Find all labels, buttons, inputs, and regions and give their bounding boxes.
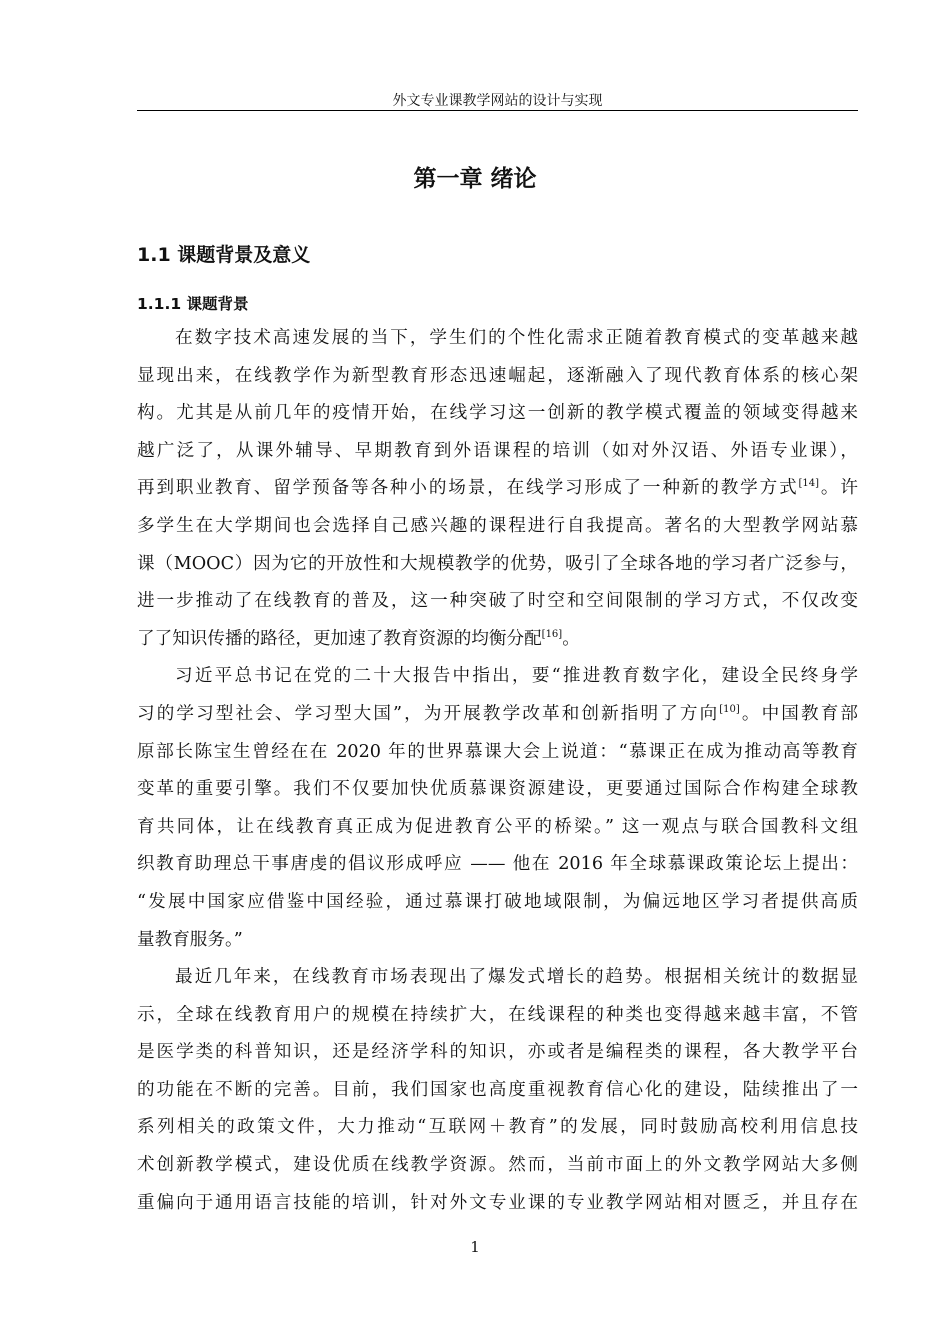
- citation-ref: [10]: [719, 703, 740, 715]
- text-line: [137, 358, 858, 396]
- text-run: “发展中国家应借鉴中国经验，通过慕课打破地域限制，为偏远地区学习者提供高质: [137, 891, 858, 912]
- text-line: [137, 884, 858, 922]
- citation-ref: [14]: [798, 478, 820, 490]
- text-line: [137, 546, 858, 584]
- subsection-heading: 1.1.1 课题背景: [137, 295, 249, 313]
- paragraph: [137, 320, 858, 658]
- text-run: 课（MOOC）因为它的开放性和大规模教学的优势，吸引了全球各地的学习者广泛参与，: [137, 553, 858, 574]
- text-line: [137, 433, 858, 471]
- text-line: [137, 1147, 858, 1185]
- text-run: 再到职业教育、留学预备等各种小的场景，在线学习形成了一种新的教学方式: [137, 478, 799, 499]
- text-run: 示，全球在线教育用户的规模在持续扩大，在线课程的种类也变得越来越丰富，不管: [137, 1004, 858, 1025]
- text-run: 量教育服务。”: [137, 929, 243, 950]
- text-line: [137, 959, 858, 997]
- text-run: 是医学类的科普知识，还是经济学科的知识，亦或者是编程类的课程，各大教学平台: [137, 1042, 858, 1063]
- text-line: [137, 1109, 858, 1147]
- text-run: 系列相关的政策文件，大力推动“互联网＋教育”的发展，同时鼓励高校利用信息技: [137, 1117, 858, 1138]
- text-line: [137, 997, 858, 1035]
- section-heading: 1.1 课题背景及意义: [137, 244, 311, 266]
- text-run: 构。尤其是从前几年的疫情开始，在线学习这一创新的教学模式覆盖的领域变得越来: [137, 403, 858, 424]
- paragraph: [137, 959, 858, 1222]
- text-line: [137, 583, 858, 621]
- text-line: [137, 1185, 858, 1223]
- text-line: [137, 395, 858, 433]
- text-run: 。许: [819, 478, 858, 499]
- text-run: 显现出来，在线教学作为新型教育形态迅速崛起，逐渐融入了现代教育体系的核心架: [137, 365, 858, 386]
- text-run: 重偏向于通用语言技能的培训，针对外文专业课的专业教学网站相对匮乏，并且存在: [137, 1192, 858, 1213]
- text-run: 进一步推动了在线教育的普及，这一种突破了时空和空间限制的学习方式，不仅改变: [137, 591, 858, 612]
- text-run: 术创新教学模式，建设优质在线教学资源。然而，当前市面上的外文教学网站大多侧: [137, 1155, 858, 1176]
- text-run: 原部长陈宝生曾经在在 2020 年的世界慕课大会上说道：“慕课正在成为推动高等教育: [137, 741, 858, 762]
- text-run: 在数字技术高速发展的当下，学生们的个性化需求正随着教育模式的变革越来越: [175, 328, 858, 348]
- page-number: 1: [470, 1238, 480, 1256]
- text-line: [137, 1072, 858, 1110]
- text-run: 习近平总书记在党的二十大报告中指出，要“推进教育数字化，建设全民终身学: [175, 666, 858, 687]
- running-header: 外文专业课教学网站的设计与实现: [392, 93, 603, 109]
- citation-ref: [16]: [541, 628, 563, 640]
- header-divider: [137, 110, 858, 111]
- text-run: 。中国教育部: [739, 703, 858, 724]
- text-line: [137, 922, 858, 960]
- text-line: [137, 771, 858, 809]
- text-run: 习的学习型社会、学习型大国”，为开展教学改革和创新指明了方向: [137, 703, 720, 724]
- text-line: [137, 320, 858, 358]
- text-run: 育共同体，让在线教育真正成为促进教育公平的桥梁。” 这一观点与联合国教科文组: [137, 816, 858, 837]
- text-line: [137, 846, 858, 884]
- text-run: 越广泛了，从课外辅导、早期教育到外语课程的培训（如对外汉语、外语专业课），: [137, 440, 858, 461]
- text-line: [137, 809, 858, 847]
- text-run: 了了知识传播的路径，更加速了教育资源的均衡分配: [137, 628, 542, 649]
- text-run: 多学生在大学期间也会选择自己感兴趣的课程进行自我提高。著名的大型教学网站慕: [137, 515, 858, 536]
- text-run: 最近几年来，在线教育市场表现出了爆发式增长的趋势。根据相关统计的数据显: [175, 967, 858, 988]
- text-line: [137, 508, 858, 546]
- text-line: [137, 1034, 858, 1072]
- text-line: [137, 621, 858, 659]
- text-line: [137, 696, 858, 734]
- text-line: [137, 470, 858, 508]
- text-line: [137, 658, 858, 696]
- chapter-title: 第一章 绪论: [413, 166, 537, 192]
- text-run: 的功能在不断的完善。目前，我们国家也高度重视教育信心化的建设，陆续推出了一: [137, 1079, 858, 1100]
- body-text: [137, 320, 858, 1222]
- text-run: 变革的重要引擎。我们不仅要加快优质慕课资源建设，更要通过国际合作构建全球教: [137, 779, 858, 800]
- text-run: 织教育助理总干事唐虔的倡议形成呼应 —— 他在 2016 年全球慕课政策论坛上提出：: [137, 854, 858, 875]
- text-run: 。: [562, 628, 580, 649]
- paragraph: [137, 658, 858, 959]
- text-line: [137, 734, 858, 772]
